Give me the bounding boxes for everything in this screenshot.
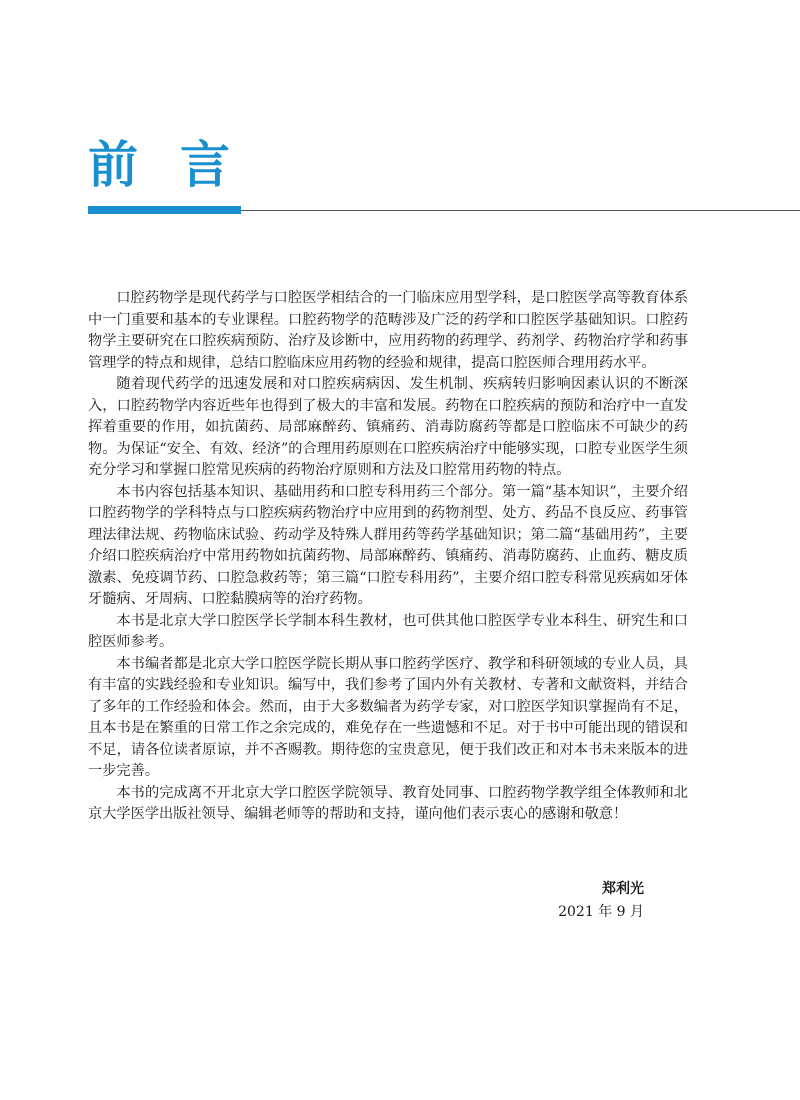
page-title: 前言 [88, 136, 272, 194]
author-name: 郑利光 [602, 881, 644, 897]
preface-body [88, 288, 688, 826]
paragraph-3: 本书内容包括基本知识、基础用药和口腔专科用药三个部分。第一篇“基本知识”，主要介绍口腔药物学的学科特点与口腔疾病药物治疗中应用到的药物剂型、处方、药品不良反应、药事管理法律法规、药物临床试验、药动学及特殊人群用药等药学基础知识；第二篇“基础用药”，主要介绍口腔疾病治疗中常用药物如抗菌药物、局部麻醉药、镇痛药、消毒防腐药、止血药、糖皮质激素、免疫调节药、口腔急救药等；第三篇“口腔专科用药”，主要介绍口腔专科常见疾病如牙体牙髓病、牙周病、口腔黏膜病等的治疗药物。 [88, 483, 688, 607]
signature-block [558, 878, 644, 924]
paragraph-2: 随着现代药学的迅速发展和对口腔疾病病因、发生机制、疾病转归影响因素认识的不断深入，口腔药物学内容近些年也得到了极大的丰富和发展。药物在口腔疾病的预防和治疗中一直发挥着重要的作用，如抗菌药、局部麻醉药、镇痛药、消毒防腐药等都是口腔临床不可缺少的药物。为保证“安全、有效、经济”的合理用药原则在口腔疾病治疗中能够实现，口腔专业医学生须充分学习和掌握口腔常见疾病的药物治疗原则和方法及口腔常用药物的特点。 [88, 376, 688, 478]
title-accent-bar [88, 206, 241, 214]
date-line: 2021 年 9 月 [558, 904, 644, 920]
paragraph-6: 本书的完成离不开北京大学口腔医学院领导、教育处同事、口腔药物学教学组全体教师和北京大学医学出版社领导、编辑老师等的帮助和支持，谨向他们表示衷心的感谢和敬意！ [88, 784, 688, 822]
paragraph-4: 本书是北京大学口腔医学长学制本科生教材，也可供其他口腔医学专业本科生、研究生和口腔医师参考。 [88, 612, 688, 650]
paragraph-5: 本书编者都是北京大学口腔医学院长期从事口腔药学医疗、教学和科研领域的专业人员，具有丰富的实践经验和专业知识。编写中，我们参考了国内外有关教材、专著和文献资料，并结合了多年的工作经验和体会。然而，由于大多数编者为药学专家，对口腔医学知识掌握尚有不足，且本书是在繁重的日常工作之余完成的，难免存在一些遗憾和不足。对于书中可能出现的错误和不足，请各位读者原谅，并不吝赐教。期待您的宝贵意见，便于我们改正和对本书未来版本的进一步完善。 [88, 655, 688, 779]
paragraph-1: 口腔药物学是现代药学与口腔医学相结合的一门临床应用型学科，是口腔医学高等教育体系中一门重要和基本的专业课程。口腔药物学的范畴涉及广泛的药学和口腔医学基础知识。口腔药物学主要研究在口腔疾病预防、治疗及诊断中，应用药物的药理学、药剂学、药物治疗学和药事管理学的特点和规律，总结口腔临床应用药物的经验和规律，提高口腔医师合理用药水平。 [88, 290, 688, 371]
